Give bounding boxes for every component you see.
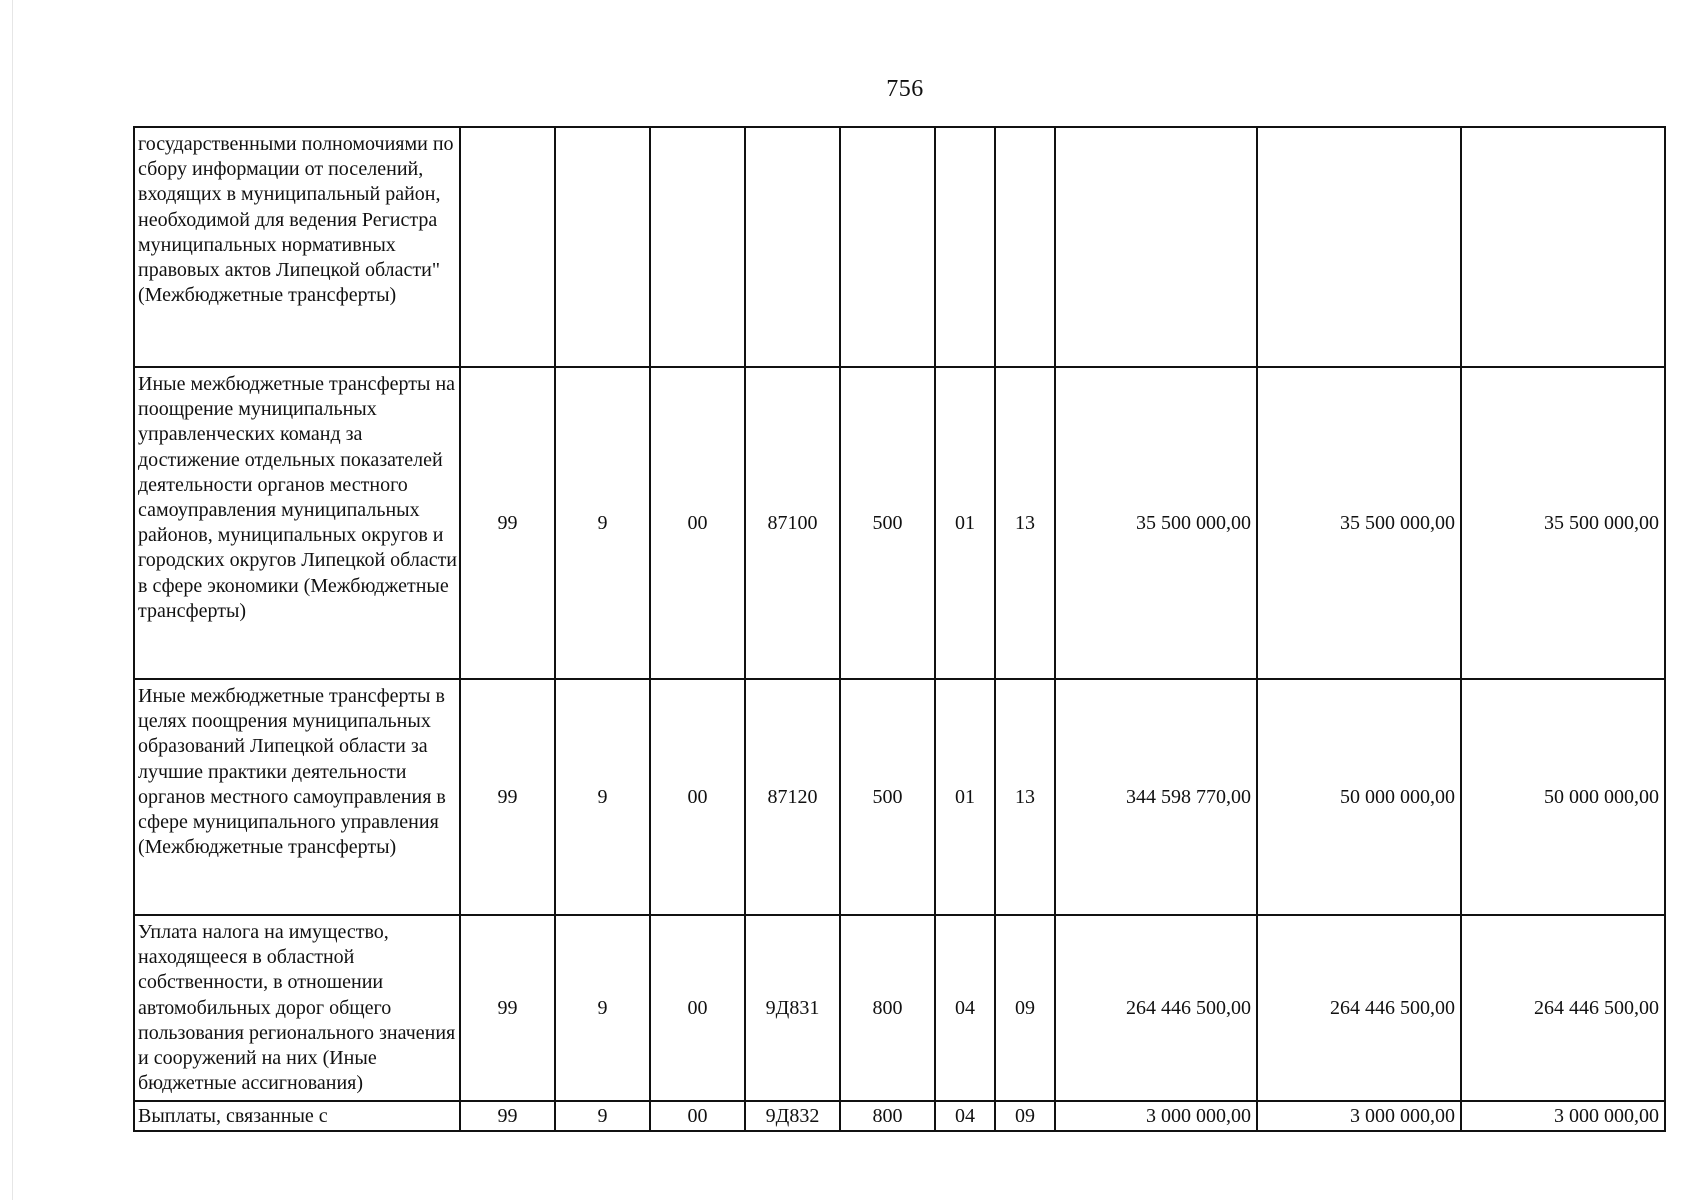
row-description: государственными полномочиями по сбору информации от поселений, входящих в муниципальный район, необходимой для ведения Регистра муниципальных нормативных правовых актов Липецкой области" (Межбюджетные трансферты)	[134, 127, 460, 367]
amount-year-1: 35 500 000,00	[1055, 367, 1257, 679]
amount-year-2: 50 000 000,00	[1257, 679, 1461, 915]
code-section: 01	[935, 679, 995, 915]
code-subsection: 09	[995, 915, 1055, 1101]
code-direction: 9Д831	[745, 915, 840, 1101]
amount-year-3: 3 000 000,00	[1461, 1101, 1665, 1131]
code-program: 99	[460, 367, 555, 679]
table-row	[134, 679, 1665, 915]
amount-year-2: 264 446 500,00	[1257, 915, 1461, 1101]
code-expense-type: 500	[840, 367, 935, 679]
code-subprogram: 9	[555, 679, 650, 915]
amount-year-2	[1257, 127, 1461, 367]
row-description: Выплаты, связанные с	[134, 1101, 460, 1131]
code-direction: 87100	[745, 367, 840, 679]
amount-year-3	[1461, 127, 1665, 367]
amount-year-3: 35 500 000,00	[1461, 367, 1665, 679]
code-main-event: 00	[650, 367, 745, 679]
code-main-event: 00	[650, 679, 745, 915]
code-program: 99	[460, 679, 555, 915]
code-main-event	[650, 127, 745, 367]
amount-year-1: 344 598 770,00	[1055, 679, 1257, 915]
code-expense-type: 500	[840, 679, 935, 915]
table-row	[134, 1101, 1665, 1131]
row-description: Иные межбюджетные трансферты в целях поощрения муниципальных образований Липецкой области за лучшие практики деятельности органов местного самоуправления в сфере муниципального управления (Межбюджетные трансферты)	[134, 679, 460, 915]
table-row	[134, 915, 1665, 1101]
row-description: Иные межбюджетные трансферты на поощрение муниципальных управленческих команд за достижение отдельных показателей деятельности органов местного самоуправления муниципальных районов, муниципальных округов и городских округов Липецкой области в сфере экономики (Межбюджетные трансферты)	[134, 367, 460, 679]
code-direction: 9Д832	[745, 1101, 840, 1131]
amount-year-1: 3 000 000,00	[1055, 1101, 1257, 1131]
code-program	[460, 127, 555, 367]
amount-year-1: 264 446 500,00	[1055, 915, 1257, 1101]
row-description: Уплата налога на имущество, находящееся в областной собственности, в отношении автомобильных дорог общего пользования регионального значения и сооружений на них (Иные бюджетные ассигнования)	[134, 915, 460, 1101]
code-subsection: 13	[995, 367, 1055, 679]
code-program: 99	[460, 915, 555, 1101]
amount-year-2: 3 000 000,00	[1257, 1101, 1461, 1131]
code-main-event: 00	[650, 915, 745, 1101]
scan-edge	[12, 0, 13, 1200]
code-program: 99	[460, 1101, 555, 1131]
code-expense-type: 800	[840, 915, 935, 1101]
amount-year-3: 50 000 000,00	[1461, 679, 1665, 915]
code-expense-type	[840, 127, 935, 367]
table-row	[134, 127, 1665, 367]
code-section: 04	[935, 1101, 995, 1131]
code-subprogram	[555, 127, 650, 367]
code-main-event: 00	[650, 1101, 745, 1131]
page-number: 756	[886, 76, 924, 102]
code-subsection: 09	[995, 1101, 1055, 1131]
code-subsection	[995, 127, 1055, 367]
code-section: 01	[935, 367, 995, 679]
code-section	[935, 127, 995, 367]
amount-year-2: 35 500 000,00	[1257, 367, 1461, 679]
code-subprogram: 9	[555, 367, 650, 679]
table-row	[134, 367, 1665, 679]
code-subsection: 13	[995, 679, 1055, 915]
code-section: 04	[935, 915, 995, 1101]
amount-year-3: 264 446 500,00	[1461, 915, 1665, 1101]
amount-year-1	[1055, 127, 1257, 367]
budget-table	[133, 126, 1666, 1132]
code-direction: 87120	[745, 679, 840, 915]
code-subprogram: 9	[555, 1101, 650, 1131]
code-subprogram: 9	[555, 915, 650, 1101]
code-expense-type: 800	[840, 1101, 935, 1131]
code-direction	[745, 127, 840, 367]
